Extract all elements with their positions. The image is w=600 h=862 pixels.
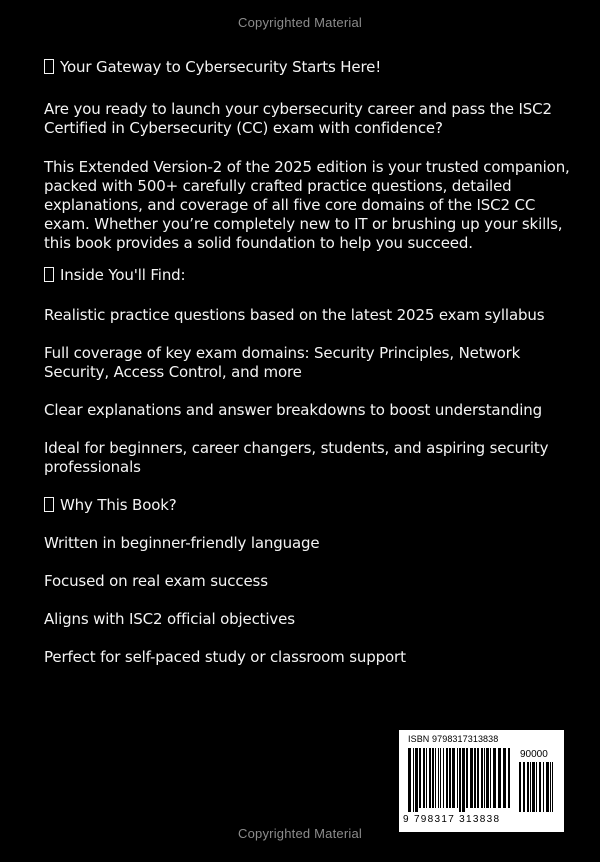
paragraph [44, 100, 574, 138]
missing-glyph-icon [44, 59, 54, 74]
section-heading [44, 58, 574, 77]
watermark-bottom: Copyrighted Material [238, 826, 362, 841]
paragraph-text: Ideal for beginners, career changers, students, and aspiring security professionals [44, 439, 549, 476]
paragraph-text: Full coverage of key exam domains: Security Principles, Network Security, Access Control, and more [44, 344, 521, 381]
paragraph-text: Aligns with ISC2 official objectives [44, 610, 295, 628]
paragraph-text: Perfect for self-paced study or classroom support [44, 648, 406, 666]
missing-glyph-icon [44, 497, 54, 512]
paragraph [44, 572, 574, 591]
price-code: 90000 [520, 749, 548, 760]
paragraph [44, 344, 574, 382]
watermark-top: Copyrighted Material [238, 15, 362, 30]
isbn-barcode [399, 730, 564, 832]
paragraph [44, 158, 574, 253]
price-barcode-bars [519, 762, 557, 812]
paragraph-text: This Extended Version-2 of the 2025 edition is your trusted companion, packed with 500+ carefully crafted practice questions, detailed explanations, and coverage of all five core domains of the ISC2 CC exam. Whether you’re completely new to IT or brushing up your skills, this book provides a solid foundation to help you succeed. [44, 158, 570, 252]
paragraph [44, 306, 574, 325]
paragraph [44, 648, 574, 667]
paragraph-text: Focused on real exam success [44, 572, 268, 590]
paragraph-text: Are you ready to launch your cybersecurity career and pass the ISC2 Certified in Cybersecurity (CC) exam with confidence? [44, 100, 552, 137]
missing-glyph-icon [44, 267, 54, 282]
paragraph [44, 534, 574, 553]
barcode-digits: 9 798317 313838 [403, 814, 501, 825]
paragraph [44, 610, 574, 629]
section-heading [44, 266, 574, 285]
paragraph-text: Why This Book? [60, 496, 177, 514]
paragraph-text: Written in beginner-friendly language [44, 534, 320, 552]
paragraph [44, 401, 574, 420]
paragraph [44, 439, 574, 477]
barcode-bars [408, 748, 514, 812]
paragraph-text: Your Gateway to Cybersecurity Starts Here! [60, 58, 382, 76]
paragraph-text: Realistic practice questions based on the latest 2025 exam syllabus [44, 306, 545, 324]
section-heading [44, 496, 574, 515]
isbn-label: ISBN 9798317313838 [408, 734, 499, 744]
paragraph-text: Inside You'll Find: [60, 266, 186, 284]
paragraph-text: Clear explanations and answer breakdowns to boost understanding [44, 401, 542, 419]
